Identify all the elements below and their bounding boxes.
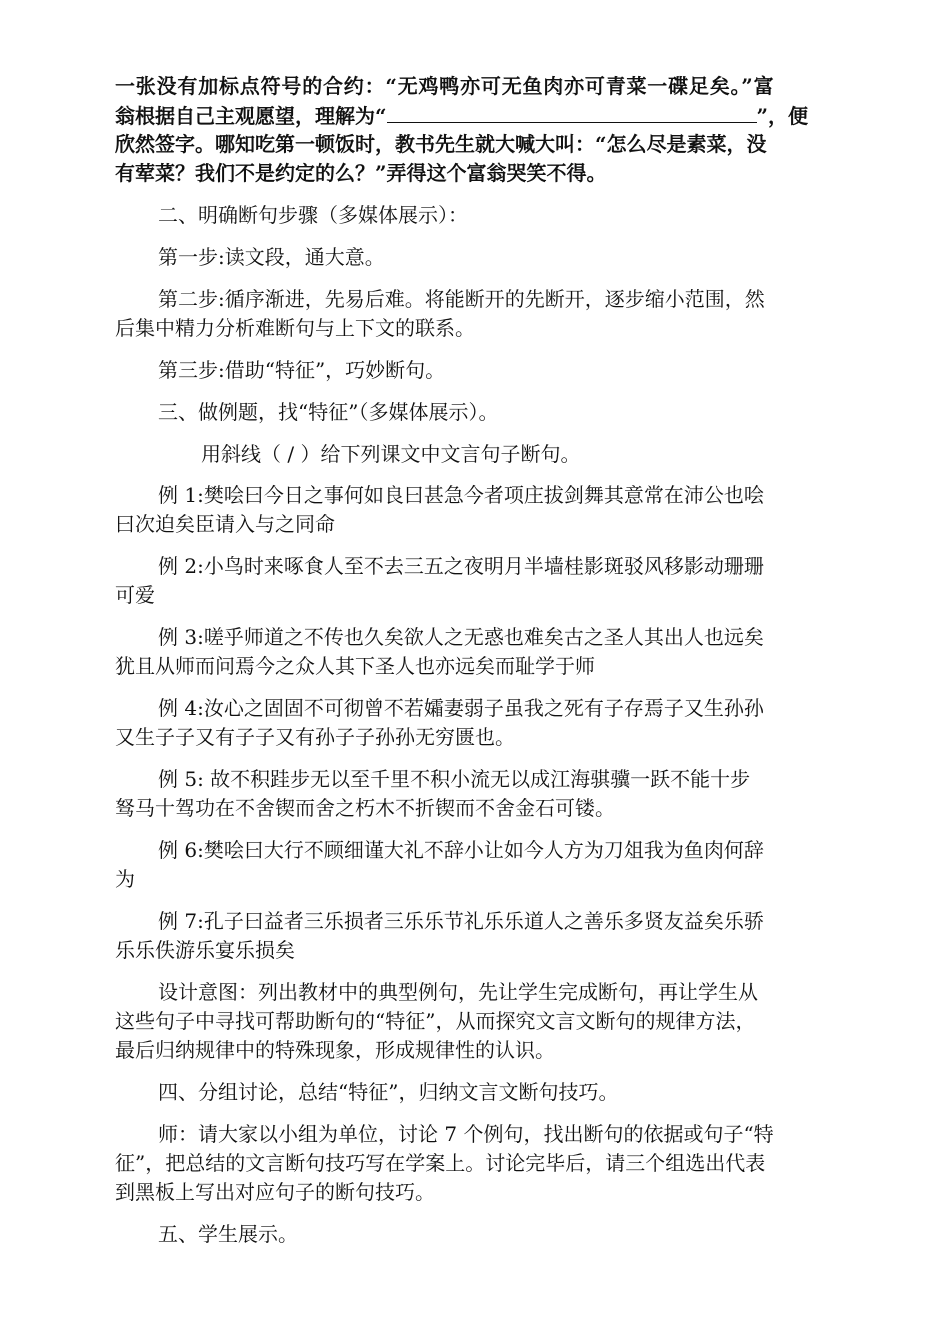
answer-blank <box>387 100 757 123</box>
intro-line-4: 有荤菜？我们不是约定的么？”弄得这个富翁哭笑不得。 <box>115 161 607 185</box>
step-2-line-2: 后集中精力分析难断句与上下文的联系。 <box>115 316 475 340</box>
example-3-line-1: 例 3:嗟乎师道之不传也久矣欲人之无惑也难矣古之圣人其出人也远矣 <box>158 625 764 649</box>
example-3-line-2: 犹且从师而问焉今之众人其下圣人也亦远矣而耻学于师 <box>115 654 595 678</box>
step-2-line-1: 第二步:循序渐进，先易后难。将能断开的先断开，逐步缩小范围，然 <box>158 287 765 311</box>
section3-heading: 三、做例题，找“特征”（多媒体展示）。 <box>158 400 499 424</box>
section4-heading: 四、分组讨论，总结“特征”，归纳文言文断句技巧。 <box>158 1080 619 1104</box>
example-4-line-1: 例 4:汝心之固固不可彻曾不若孀妻弱子虽我之死有子存焉子又生孙孙 <box>158 696 764 720</box>
teacher-line-3: 到黑板上写出对应句子的断句技巧。 <box>115 1180 435 1204</box>
step-1: 第一步:读文段，通大意。 <box>158 245 385 269</box>
example-1-line-2: 曰次迫矣臣请入与之同命 <box>115 512 335 536</box>
example-2-line-2: 可爱 <box>115 583 155 607</box>
example-5-line-1: 例 5: 故不积跬步无以至千里不积小流无以成江海骐骥一跃不能十步 <box>158 767 751 791</box>
teacher-line-2: 征”，把总结的文言断句技巧写在学案上。讨论完毕后，请三个组选出代表 <box>115 1151 766 1175</box>
section2-heading: 二、明确断句步骤（多媒体展示）： <box>158 203 468 227</box>
exercise-instruction: 用斜线（ / ）给下列课文中文言句子断句。 <box>201 442 581 466</box>
example-4-line-2: 又生子子又有子子又有孙子子孙孙无穷匮也。 <box>115 725 515 749</box>
intro-line-2-start: 翁根据自己主观愿望，理解为“ <box>115 104 387 128</box>
step-3: 第三步:借助“特征”，巧妙断句。 <box>158 358 446 382</box>
example-2-line-1: 例 2:小鸟时来啄食人至不去三五之夜明月半墙桂影斑驳风移影动珊珊 <box>158 554 764 578</box>
intro-line-2 <box>115 100 808 131</box>
example-6-line-2: 为 <box>115 867 135 891</box>
example-7-line-2: 乐乐佚游乐宴乐损矣 <box>115 938 295 962</box>
example-1-line-1: 例 1:樊哙曰今日之事何如良曰甚急今者项庄拔剑舞其意常在沛公也哙 <box>158 483 764 507</box>
example-5-line-2: 驽马十驾功在不舍锲而舍之朽木不折锲而不舍金石可镂。 <box>115 796 615 820</box>
example-7-line-1: 例 7:孔子曰益者三乐损者三乐乐节礼乐乐道人之善乐多贤友益矣乐骄 <box>158 909 764 933</box>
intro-line-1: 一张没有加标点符号的合约：“无鸡鸭亦可无鱼肉亦可青菜一碟足矣。”富 <box>115 74 775 98</box>
intro-line-2-end: ”，便 <box>756 104 809 128</box>
design-intent-line-2: 这些句子中寻找可帮助断句的“特征”，从而探究文言文断句的规律方法， <box>115 1009 756 1033</box>
example-6-line-1: 例 6:樊哙曰大行不顾细谨大礼不辞小让如今人方为刀俎我为鱼肉何辞 <box>158 838 764 862</box>
design-intent-line-1: 设计意图：列出教材中的典型例句，先让学生完成断句，再让学生从 <box>158 980 758 1004</box>
teacher-line-1: 师：请大家以小组为单位，讨论 7 个例句，找出断句的依据或句子“特 <box>158 1122 774 1146</box>
section5-heading: 五、学生展示。 <box>158 1222 298 1246</box>
intro-line-3: 欣然签字。哪知吃第一顿饭时，教书先生就大喊大叫：“怎么尽是素菜，没 <box>115 132 767 156</box>
design-intent-line-3: 最后归纳规律中的特殊现象，形成规律性的认识。 <box>115 1038 555 1062</box>
